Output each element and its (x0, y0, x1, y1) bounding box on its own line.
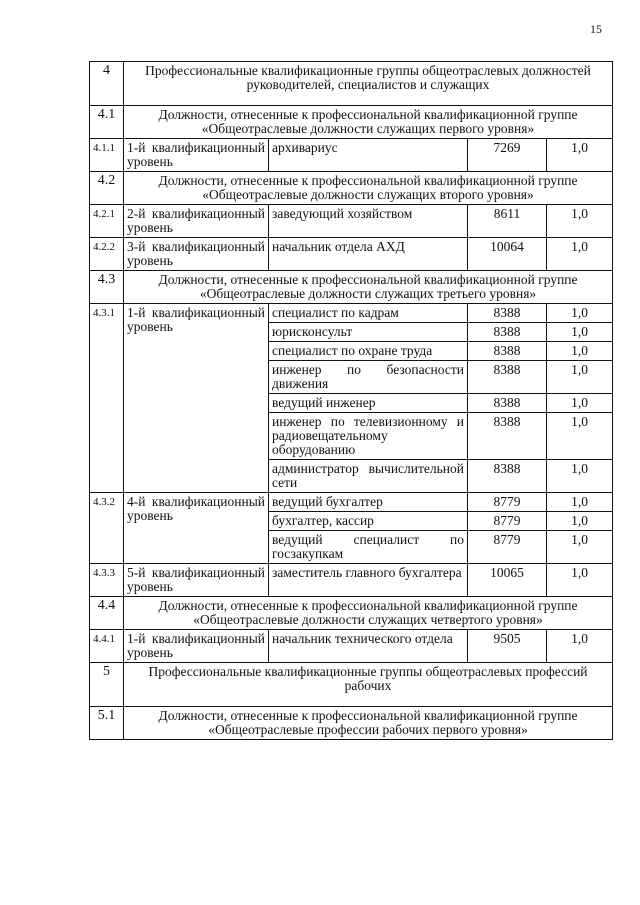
salary-value: 8388 (468, 413, 547, 460)
group-number: 4 (90, 62, 124, 106)
coefficient-value: 1,0 (547, 512, 613, 531)
salary-value: 8779 (468, 531, 547, 564)
qualification-level: 1-й квалификационный уровень (124, 139, 269, 172)
coefficient-value: 1,0 (547, 460, 613, 493)
qualification-groups-table (89, 61, 613, 740)
coefficient-value: 1,0 (547, 493, 613, 512)
position-name: начальник отдела АХД (269, 238, 468, 271)
position-name: заведующий хозяйством (269, 205, 468, 238)
salary-value: 8388 (468, 394, 547, 413)
position-name: юрисконсульт (269, 323, 468, 342)
position-name: ведущий бухгалтер (269, 493, 468, 512)
position-name: заместитель главного бухгалтера (269, 564, 468, 597)
page-number: 15 (590, 22, 602, 36)
subgroup-number: 4.4 (90, 597, 124, 630)
group-number: 5 (90, 663, 124, 707)
table-row (90, 238, 613, 271)
position-name: специалист по охране труда (269, 342, 468, 361)
subgroup-title: Должности, отнесенные к профессиональной квалификационной группе «Общеотраслевые профессии рабочих первого уровня» (124, 707, 613, 740)
position-name: инженер по телевизионному и радиовещательному оборудованию (269, 413, 468, 460)
position-name: администратор вычислительной сети (269, 460, 468, 493)
qualification-level: 1-й квалификационный уровень (124, 630, 269, 663)
salary-value: 8611 (468, 205, 547, 238)
table-row (90, 139, 613, 172)
level-number: 4.3.1 (90, 304, 124, 493)
level-number: 4.1.1 (90, 139, 124, 172)
coefficient-value: 1,0 (547, 304, 613, 323)
coefficient-value: 1,0 (547, 238, 613, 271)
group-row (90, 62, 613, 106)
level-number: 4.3.2 (90, 493, 124, 564)
coefficient-value: 1,0 (547, 139, 613, 172)
qualification-level: 5-й квалификационный уровень (124, 564, 269, 597)
level-number: 4.3.3 (90, 564, 124, 597)
subgroup-row (90, 106, 613, 139)
table-row (90, 205, 613, 238)
group-title: Профессиональные квалификационные группы общеотраслевых должностей руководителей, специалистов и служащих (124, 62, 613, 106)
table-row (90, 564, 613, 597)
salary-value: 8388 (468, 460, 547, 493)
coefficient-value: 1,0 (547, 205, 613, 238)
level-number: 4.4.1 (90, 630, 124, 663)
subgroup-row (90, 172, 613, 205)
level-number: 4.2.1 (90, 205, 124, 238)
salary-value: 8779 (468, 493, 547, 512)
salary-value: 10065 (468, 564, 547, 597)
position-name: ведущий инженер (269, 394, 468, 413)
qualification-level: 4-й квалификационный уровень (124, 493, 269, 564)
table-row (90, 304, 613, 323)
coefficient-value: 1,0 (547, 531, 613, 564)
subgroup-number: 5.1 (90, 707, 124, 740)
coefficient-value: 1,0 (547, 361, 613, 394)
subgroup-title: Должности, отнесенные к профессиональной квалификационной группе «Общеотраслевые должности служащих четвертого уровня» (124, 597, 613, 630)
subgroup-row (90, 597, 613, 630)
subgroup-title: Должности, отнесенные к профессиональной квалификационной группе «Общеотраслевые должности служащих второго уровня» (124, 172, 613, 205)
subgroup-number: 4.3 (90, 271, 124, 304)
subgroup-title: Должности, отнесенные к профессиональной квалификационной группе «Общеотраслевые должности служащих третьего уровня» (124, 271, 613, 304)
group-row (90, 663, 613, 707)
position-name: специалист по кадрам (269, 304, 468, 323)
coefficient-value: 1,0 (547, 323, 613, 342)
coefficient-value: 1,0 (547, 564, 613, 597)
qualification-level: 1-й квалификационный уровень (124, 304, 269, 493)
subgroup-number: 4.2 (90, 172, 124, 205)
salary-value: 8779 (468, 512, 547, 531)
salary-value: 7269 (468, 139, 547, 172)
table-row (90, 493, 613, 512)
table-row (90, 630, 613, 663)
salary-value: 9505 (468, 630, 547, 663)
coefficient-value: 1,0 (547, 342, 613, 361)
salary-value: 8388 (468, 342, 547, 361)
salary-value: 8388 (468, 304, 547, 323)
position-name: начальник технического отдела (269, 630, 468, 663)
subgroup-row (90, 707, 613, 740)
coefficient-value: 1,0 (547, 630, 613, 663)
qualification-level: 3-й квалификационный уровень (124, 238, 269, 271)
level-number: 4.2.2 (90, 238, 124, 271)
salary-value: 8388 (468, 361, 547, 394)
subgroup-title: Должности, отнесенные к профессиональной квалификационной группе «Общеотраслевые должности служащих первого уровня» (124, 106, 613, 139)
salary-value: 10064 (468, 238, 547, 271)
subgroup-row (90, 271, 613, 304)
position-name: бухгалтер, кассир (269, 512, 468, 531)
coefficient-value: 1,0 (547, 413, 613, 460)
coefficient-value: 1,0 (547, 394, 613, 413)
position-name: инженер по безопасности движения (269, 361, 468, 394)
salary-value: 8388 (468, 323, 547, 342)
subgroup-number: 4.1 (90, 106, 124, 139)
qualification-level: 2-й квалификационный уровень (124, 205, 269, 238)
group-title: Профессиональные квалификационные группы общеотраслевых профессий рабочих (124, 663, 613, 707)
position-name: ведущий специалист по госзакупкам (269, 531, 468, 564)
position-name: архивариус (269, 139, 468, 172)
